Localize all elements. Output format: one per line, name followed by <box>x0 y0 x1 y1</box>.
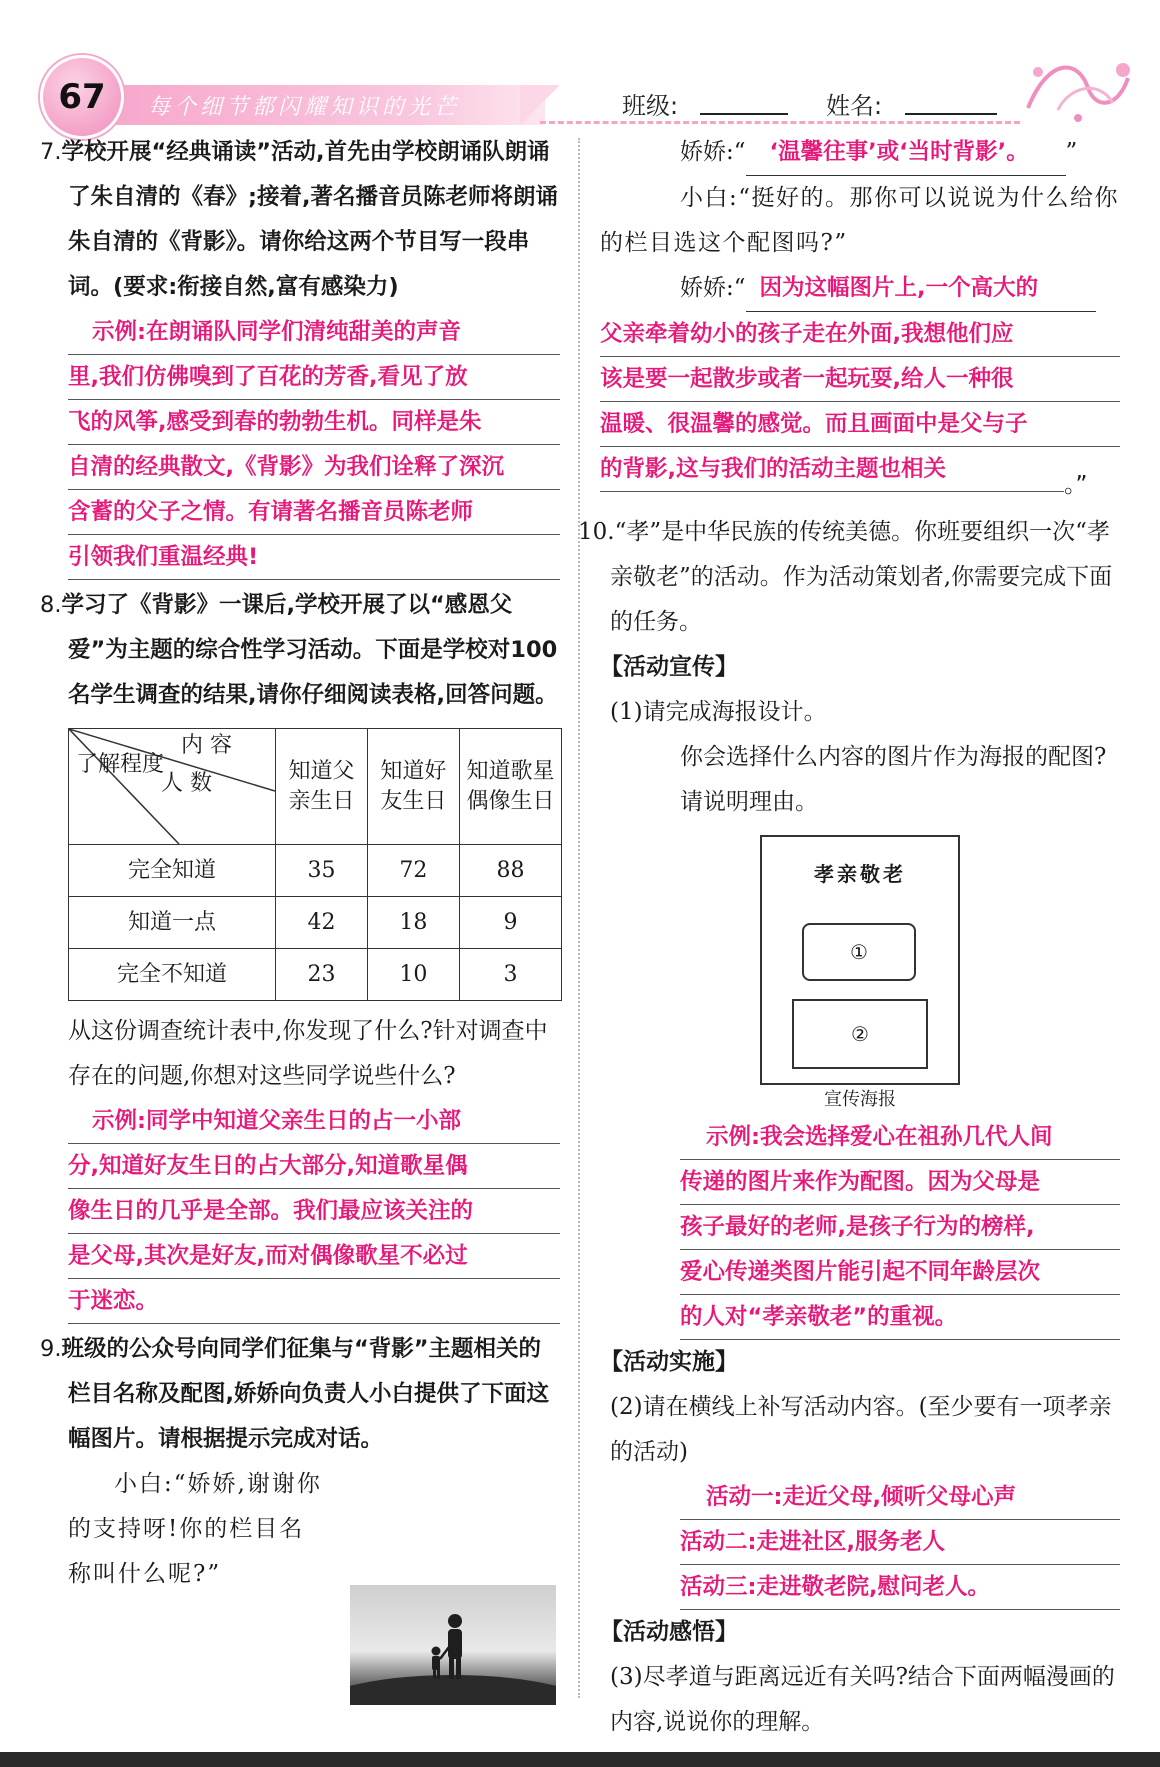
subquestion-1-prompt: 你会选择什么内容的图片作为海报的配图?请说明理由。 <box>680 744 1107 815</box>
answer-line: 分,知道好友生日的占大部分,知道歌星偶 <box>68 1144 560 1189</box>
answer-line: 自清的经典散文,《背影》为我们诠释了深沉 <box>68 445 560 490</box>
class-blank[interactable] <box>700 113 788 115</box>
question-9: 9.班级的公众号向同学们征集与“背影”主题相关的栏目名称及配图,娇娇向负责人小白提供了下面这幅图片。请根据提示完成对话。 <box>40 1336 550 1452</box>
subquestion-2: (2)请在横线上补写活动内容。(至少要有一项孝亲的活动) <box>610 1394 1112 1465</box>
row-label: 完全不知道 <box>69 949 276 1001</box>
table-cell: 72 <box>367 845 459 897</box>
answer-line: 示例:我会选择爱心在祖孙几代人间 <box>680 1115 1120 1160</box>
table-cell: 18 <box>367 897 459 949</box>
table-row <box>69 949 562 1001</box>
question-8-prompt: 从这份调查统计表中,你发现了什么?针对调查中存在的问题,你想对这些同学说些什么? <box>68 1018 548 1089</box>
poster-box-2: ② <box>792 999 928 1069</box>
subquestion-1: (1)请完成海报设计。 <box>610 699 827 725</box>
table-corner-diagonal <box>69 729 275 844</box>
activity-line: 活动三:走进敬老院,慰问老人。 <box>680 1565 1120 1610</box>
answer-line: 里,我们仿佛嗅到了百花的芳香,看见了放 <box>68 355 560 400</box>
dialog-xiaobai-2: 小白:“挺好的。那你可以说说为什么给你的栏目选这个配图吗?” <box>600 185 1120 256</box>
dialog-jiaojiao-1: 娇娇:“ ‘温馨往事’或‘当时背影’。 ” <box>600 130 1120 176</box>
answer-line: 爱心传递类图片能引起不同年龄层次 <box>680 1250 1120 1295</box>
poster-diagram <box>760 835 960 1085</box>
answer-line: 示例:同学中知道父亲生日的占一小部 <box>68 1099 560 1144</box>
answer-7 <box>40 310 560 580</box>
table-cell: 42 <box>276 897 368 949</box>
poster-title: 孝亲敬老 <box>814 862 906 886</box>
answer-line: 的人对“孝亲敬老”的重视。 <box>680 1295 1120 1340</box>
row-label: 知道一点 <box>69 897 276 949</box>
column-divider <box>578 138 580 1698</box>
name-label: 姓名: <box>826 92 883 120</box>
answer-activities <box>600 1475 1120 1610</box>
activity-line: 活动一:走近父母,倾听父母心声 <box>680 1475 1120 1520</box>
corner-mid-label: 人 数 <box>161 771 212 796</box>
table-header: 知道好友生日 <box>367 729 459 845</box>
header-dashed-line <box>540 121 1020 124</box>
answer-line: 飞的风筝,感受到春的勃勃生机。同样是朱 <box>68 400 560 445</box>
right-column <box>578 130 1120 1745</box>
answer-poster <box>600 1115 1120 1340</box>
page-number: 67 <box>40 55 124 139</box>
poster-box-1: ① <box>802 923 916 981</box>
question-10: 10.“孝”是中华民族的传统美德。你班要组织一次“孝亲敬老”的活动。作为活动策划者,你需要完成下面的任务。 <box>578 519 1113 635</box>
flourish-ornament-icon <box>1018 48 1138 128</box>
section-reflection: 【活动感悟】 <box>600 1619 738 1645</box>
table-cell: 23 <box>276 949 368 1001</box>
answer-line: 是父母,其次是好友,而对偶像歌星不必过 <box>68 1234 560 1279</box>
answer-line: 的背影,这与我们的活动主题也相关 <box>600 447 1064 492</box>
bottom-bar <box>0 1752 1160 1767</box>
answer-column-name: ‘温馨往事’或‘当时背影’。 <box>746 130 1066 176</box>
table-cell: 3 <box>459 949 561 1001</box>
header-motto: 每个细节都闪耀知识的光芒 <box>148 95 461 120</box>
table-row <box>69 845 562 897</box>
dialog-jiaojiao-2: 娇娇:“ 因为这幅图片上,一个高大的 <box>600 266 1120 312</box>
answer-line: 传递的图片来作为配图。因为父母是 <box>680 1160 1120 1205</box>
answer-8 <box>40 1099 560 1324</box>
answer-line: 像生日的几乎是全部。我们最应该关注的 <box>68 1189 560 1234</box>
row-label: 完全知道 <box>69 845 276 897</box>
corner-top-label: 内 容 <box>181 733 232 758</box>
question-7: 7.学校开展“经典诵读”活动,首先由学校朗诵队朗诵了朱自清的《春》;接着,著名播音员陈老师将朗诵朱自清的《背影》。请你给这两个节目写一段串词。(要求:衔接自然,富有感染力) <box>40 139 559 300</box>
class-label: 班级: <box>622 92 679 120</box>
left-column <box>40 130 560 1597</box>
dialog-xiaobai-1: 小白:“娇娇,谢谢你的支持呀!你的栏目名称叫什么呢?” <box>68 1471 322 1587</box>
subquestion-3: (3)尽孝道与距离远近有关吗?结合下面两幅漫画的内容,说说你的理解。 <box>610 1664 1115 1735</box>
poster-caption: 宣传海报 <box>824 1089 896 1110</box>
answer-line: 引领我们重温经典! <box>68 535 560 580</box>
answer-line: 于迷恋。 <box>68 1279 560 1324</box>
name-blank[interactable] <box>905 113 997 115</box>
table-header: 知道父亲生日 <box>276 729 368 845</box>
table-header: 知道歌星偶像生日 <box>459 729 561 845</box>
section-publicity: 【活动宣传】 <box>600 654 738 680</box>
question-8: 8.学习了《背影》一课后,学校开展了以“感恩父爱”为主题的综合性学习活动。下面是学校对100名学生调查的结果,请你仔细阅读表格,回答问题。 <box>40 592 558 708</box>
corner-left-label: 了解程度 <box>75 752 164 777</box>
activity-line: 活动二:走进社区,服务老人 <box>680 1520 1120 1565</box>
answer-reason: 父亲牵着幼小的孩子走在外面,我想他们应 该是要一起散步或者一起玩耍,给人一种很 温暖、很温馨的感觉。而且画面中是父与子 的背影,这与我们的活动主题也相关。” <box>600 312 1120 508</box>
answer-line: 父亲牵着幼小的孩子走在外面,我想他们应 <box>600 312 1120 357</box>
answer-line: 示例:在朗诵队同学们清纯甜美的声音 <box>68 310 560 355</box>
father-child-silhouette-photo <box>350 1585 556 1705</box>
table-row <box>69 897 562 949</box>
table-cell: 35 <box>276 845 368 897</box>
answer-line: 该是要一起散步或者一起玩耍,给人一种很 <box>600 357 1120 402</box>
table-cell: 9 <box>459 897 561 949</box>
answer-line: 孩子最好的老师,是孩子行为的榜样, <box>680 1205 1120 1250</box>
survey-table <box>68 728 562 1001</box>
answer-line: 温暖、很温馨的感觉。而且画面中是父与子 <box>600 402 1120 447</box>
header-band-tail <box>520 85 560 125</box>
table-cell: 10 <box>367 949 459 1001</box>
table-cell: 88 <box>459 845 561 897</box>
answer-line: 含蓄的父子之情。有请著名播音员陈老师 <box>68 490 560 535</box>
section-implementation: 【活动实施】 <box>600 1349 738 1375</box>
